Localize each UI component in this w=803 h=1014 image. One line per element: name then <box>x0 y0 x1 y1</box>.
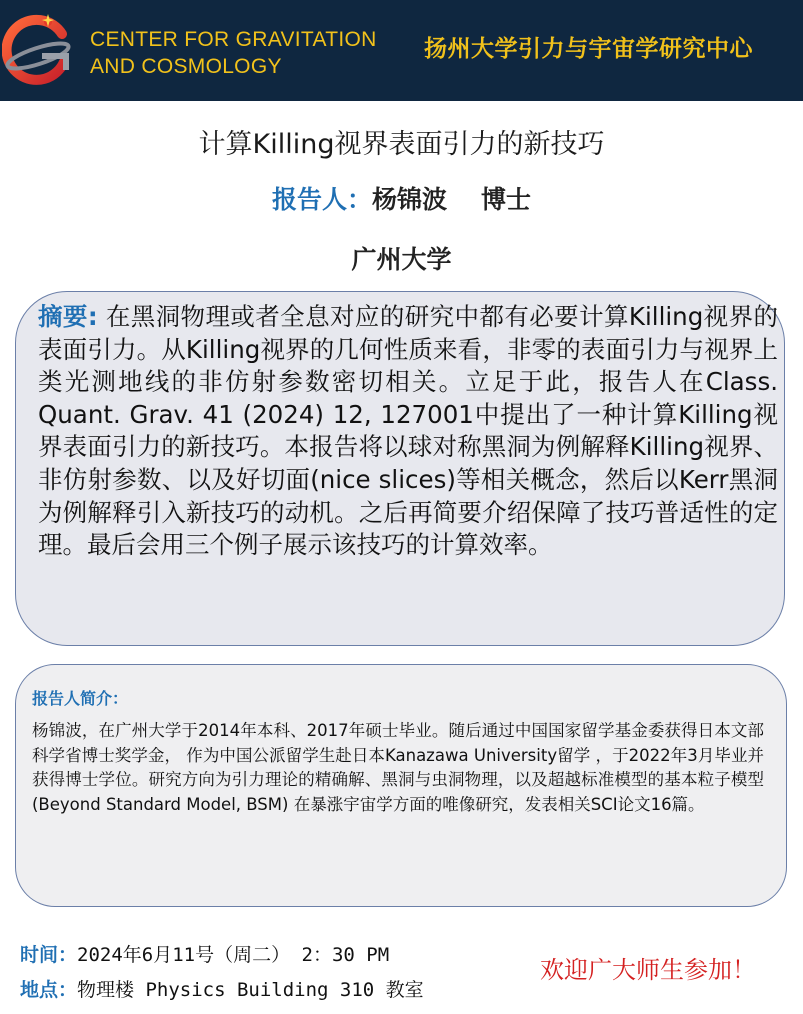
bio-title: 报告人简介： <box>32 689 129 708</box>
center-name-chinese: 扬州大学引力与宇宙学研究中心 <box>424 35 753 62</box>
place-value: 物理楼 Physics Building 310 教室 <box>77 979 424 1001</box>
speaker-degree: 博士 <box>481 185 532 214</box>
center-name-line2: AND COSMOLOGY <box>90 55 282 78</box>
abstract <box>38 301 778 562</box>
welcome-message: 欢迎广大师生参加！ <box>540 956 756 984</box>
abstract-label: 摘要: <box>38 302 98 331</box>
bio-text: 杨锦波，在广州大学于2014年本科、2017年硕士毕业。随后通过中国国家留学基金委获得日本文部科学省博士奖学金， 作为中国公派留学生赴日本Kanazawa University留学 ，于2022年3月毕业并获得博士学位。研究方向为引力理论的精确解、黑洞与虫洞物理，以及超越标准模型的基本粒子模型 (Beyond Standard Model, BSM) 在暴涨宇宙学方面的唯像研究，发表相关SCI论文16篇。 <box>32 721 764 814</box>
header-banner <box>0 0 803 101</box>
time-value: 2024年6月11号（周二） 2：30 PM <box>77 944 390 966</box>
speaker-affiliation: 广州大学 <box>351 245 452 274</box>
center-name-english <box>90 26 377 80</box>
abstract-text: 在黑洞物理或者全息对应的研究中都有必要计算Killing视界的表面引力。从Killing视界的几何性质来看，非零的表面引力与视界上类光测地线的非仿射参数密切相关。立足于此，报告人在Class. Quant. Grav. 41 (2024) 12, 127001中提出了一种计算Killing视界表面引力的新技巧。本报告将以球对称黑洞为例解释Killing视界、非仿射参数、以及好切面(nice slices)等相关概念，然后以Kerr黑洞为例解释引入新技巧的动机。之后再简要介绍保障了技巧普适性的定理。最后会用三个例子展示该技巧的计算效率。 <box>38 302 778 560</box>
place-label: 地点： <box>20 979 78 1001</box>
cgc-logo-icon <box>2 12 74 88</box>
time-line <box>20 940 389 967</box>
speaker-label: 报告人： <box>271 185 372 214</box>
speaker-line <box>0 180 803 216</box>
center-name-line1: CENTER FOR GRAVITATION <box>90 28 377 51</box>
place-line <box>20 975 424 1002</box>
talk-title: 计算Killing视界表面引力的新技巧 <box>198 129 605 160</box>
time-label: 时间： <box>20 944 78 966</box>
speaker-name: 杨锦波 <box>371 185 447 214</box>
